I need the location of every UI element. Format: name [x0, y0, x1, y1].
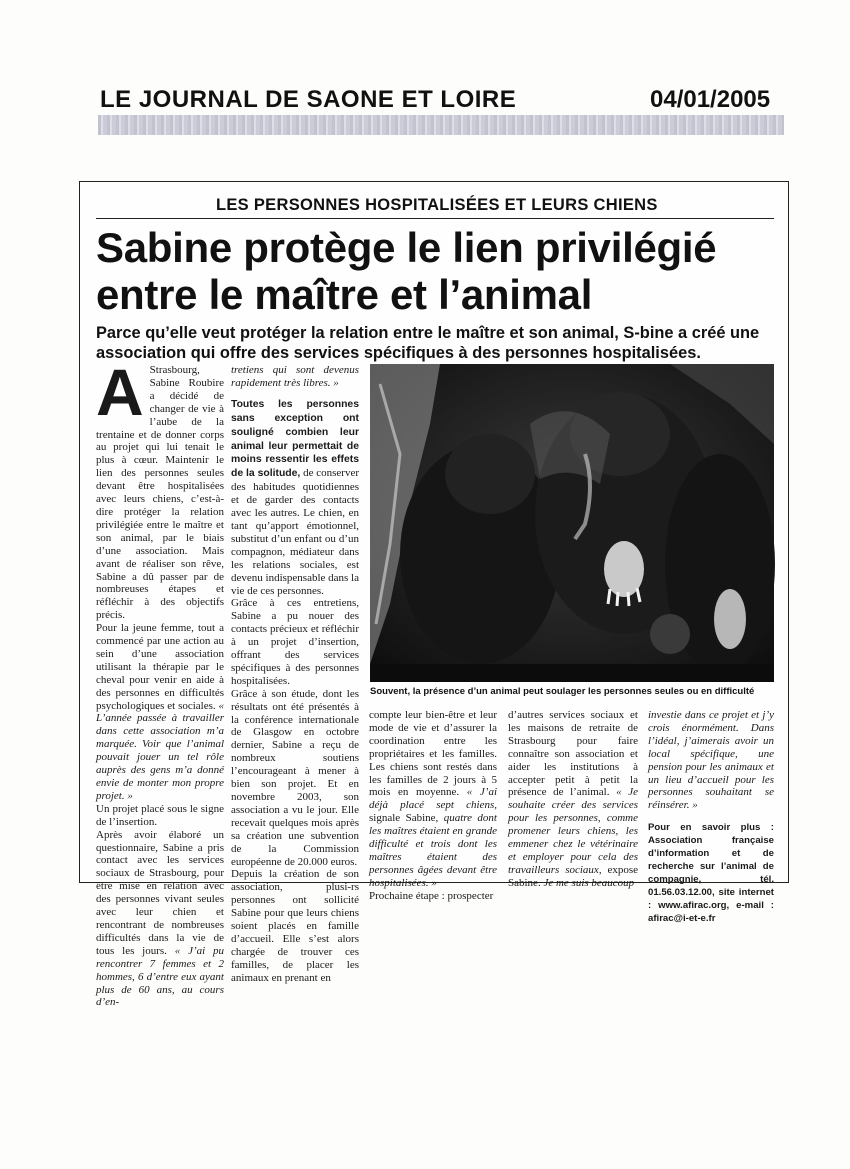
- paragraph: Grâce à son étude, dont les résultats ont été présentés à la conférence internationale de Glasgow en octobre dernier, Sabine a reçu de nombreux soutiens l’encourageant à mener à bien son projet. Et en novembre 2003, son association a vu le jour. Elle recevait quelques mois après sa création une subvention de la Commission européenne de 20.000 euros.: [231, 687, 359, 868]
- paragraph: Strasbourg, Sabine Roubire a décidé de changer de vie à l’aube de la trentaine et de donner corps au projet qui lui tenait le plus à cœur. Maintenir le lien des personnes seules devant être hospitalisées avec leurs chiens, c’est-à-dire protéger la relation privilégiée entre le maître et son animal, par le biais d’une association. Mais avant de réaliser son rêve, Sabine a dû passer par de nombreuses étapes et réfléchir à des objectifs précis.: [96, 364, 224, 622]
- quote: « L’année passée à travailler dans cette association m’a marquée. Voir que l’animal pouvait jouer un tel rôle auprès des gens m’a donné envie de monter mon propre projet. »: [96, 699, 225, 802]
- quote: tretiens qui sont devenus rapidement très libres. »: [231, 364, 359, 389]
- headline-line-1: Sabine protège le lien privilégié: [96, 224, 717, 271]
- article-column-4: [508, 709, 639, 889]
- article-kicker: LES PERSONNES HOSPITALISÉES ET LEURS CHIENS: [216, 196, 658, 214]
- article-column-3: [369, 709, 497, 902]
- paragraph: Un projet placé sous le signe de l’insertion.: [96, 802, 224, 828]
- quote: investie dans ce projet et j’y crois énormément. Dans l’idéal, j’aimerais avoir un local spécifique, une pension pour les animaux et un lieu d’accueil pour les personnes souhaitant se réinsérer. »: [648, 709, 774, 812]
- paragraph: Grâce à ces entretiens, Sabine a pu nouer des contacts précieux et réfléchir à un projet d’insertion, offrant des services spécifiques à des personnes hospitalisées.: [231, 597, 359, 687]
- article-column-5: [648, 709, 774, 924]
- article-photo: [370, 364, 774, 682]
- quote: « J’ai pu rencontrer 7 femmes et 2 hommes, 6 d’entre eux ayant plus de 60 ans, au cours d’en-: [96, 944, 224, 1009]
- paragraph: [231, 364, 359, 390]
- paragraph: Toutes les personnes sans exception ont souligné combien leur animal leur permettait de moins ressentir les effets de la solitude, de conserver des habitudes quotidiennes et de garder des contacts avec les autres. Le chien, en tant qu’apport émotionnel, substitut d’un enfant ou d’un compagnon, médiateur dans les relations sociales, est devenu indispensable dans la vie de ces personnes.: [231, 398, 359, 597]
- paragraph: [648, 709, 774, 812]
- photo-caption: Souvent, la présence d’un animal peut soulager les personnes seules ou en difficulté: [370, 686, 755, 697]
- bold-lead: Toutes les personnes sans exception ont souligné combien leur animal leur permettait de moins ressentir les effets de la solitude,: [231, 398, 359, 480]
- headline-line-2: entre le maître et l’animal: [96, 271, 593, 318]
- paragraph: Pour la jeune femme, tout a commencé par une action au sein d’une association utilisant la thérapie par le cheval pour venir en aide à des personnes en difficultés psychologiques et sociales. « L’année passée à travailler dans cette association m’a marquée. Voir que l’animal pouvait jouer un tel rôle auprès des gens m’a donné envie de monter mon propre projet. »: [96, 622, 225, 802]
- photo-dogs-image: [370, 364, 774, 682]
- masthead-rule: [98, 115, 784, 135]
- kicker-rule: [96, 218, 774, 219]
- paragraph: compte leur bien-être et leur mode de vie et d’assurer la coordination entre les propriétaires et les familles. Les chiens sont restés dans les familles de 2 jours à 5 mois en moyenne. « J’ai déjà placé sept chiens, signale Sabine, quatre dont les maîtres étaient en grande difficulté et trois dont les maîtres étaient des personnes âgées devant être hospitalisées. »: [369, 709, 497, 889]
- drop-cap: A: [96, 355, 144, 429]
- quote: « Je souhaite créer des services pour les personnes, comme promener leurs chiens, les emmener chez le vétérinaire et employer pour cela des travailleurs sociaux,: [508, 786, 639, 876]
- newspaper-masthead: LE JOURNAL DE SAONE ET LOIRE: [100, 86, 517, 113]
- publication-date: 04/01/2005: [650, 86, 771, 113]
- more-info-box: Pour en savoir plus : Association française d’information et de recherche sur l’animal de compagnie, tél. 01.56.03.12.00, site internet : www.afirac.org, e-mail : afirac@i-et-e.fr: [648, 822, 774, 924]
- paragraph: Depuis la création de son association, plusi-rs personnes ont sollicité Sabine pour que leurs chiens soient placés en famille d’accueil. Elle s’est alors chargée de trouver ces familles, de placer les animaux en prenant en: [231, 868, 359, 984]
- quote: « J’ai déjà placé sept chiens,: [369, 786, 497, 812]
- article-column-1: [96, 355, 225, 1009]
- paragraph: d’autres services sociaux et les maisons de retraite de Strasbourg pour faire connaître son association et aider les institutions à accepter petit à petit la présence de l’animal. « Je souhaite créer des services pour les personnes, comme promener leurs chiens, les emmener chez le vétérinaire et employer pour cela des travailleurs sociaux, expose Sabine. Je me suis beaucoup: [508, 709, 639, 889]
- article-headline: [96, 224, 776, 318]
- paragraph: Après avoir élaboré un questionnaire, Sabine a pris contact avec les services sociaux de Strasbourg, pour être mise en relation avec des personnes vivant seules avec leur chien et rencontrant de nombreuses difficultés dans la vie de tous les jours. « J’ai pu rencontrer 7 femmes et 2 hommes, 6 d’entre eux ayant plus de 60 ans, au cours d’en-: [96, 828, 224, 1009]
- article-standfirst: Parce qu’elle veut protéger la relation entre le maître et son animal, S-bine a créé une association qui offre des services spécifiques à des personnes hospitalisées.: [96, 324, 760, 362]
- quote: Je me suis beaucoup: [543, 876, 635, 889]
- article-column-2: [231, 364, 359, 984]
- paragraph: Prochaine étape : prospecter: [369, 889, 494, 902]
- quote: quatre dont les maîtres étaient en grande difficulté et trois dont les maîtres étaient des personnes âgées devant être hospitalisées. »: [369, 812, 497, 889]
